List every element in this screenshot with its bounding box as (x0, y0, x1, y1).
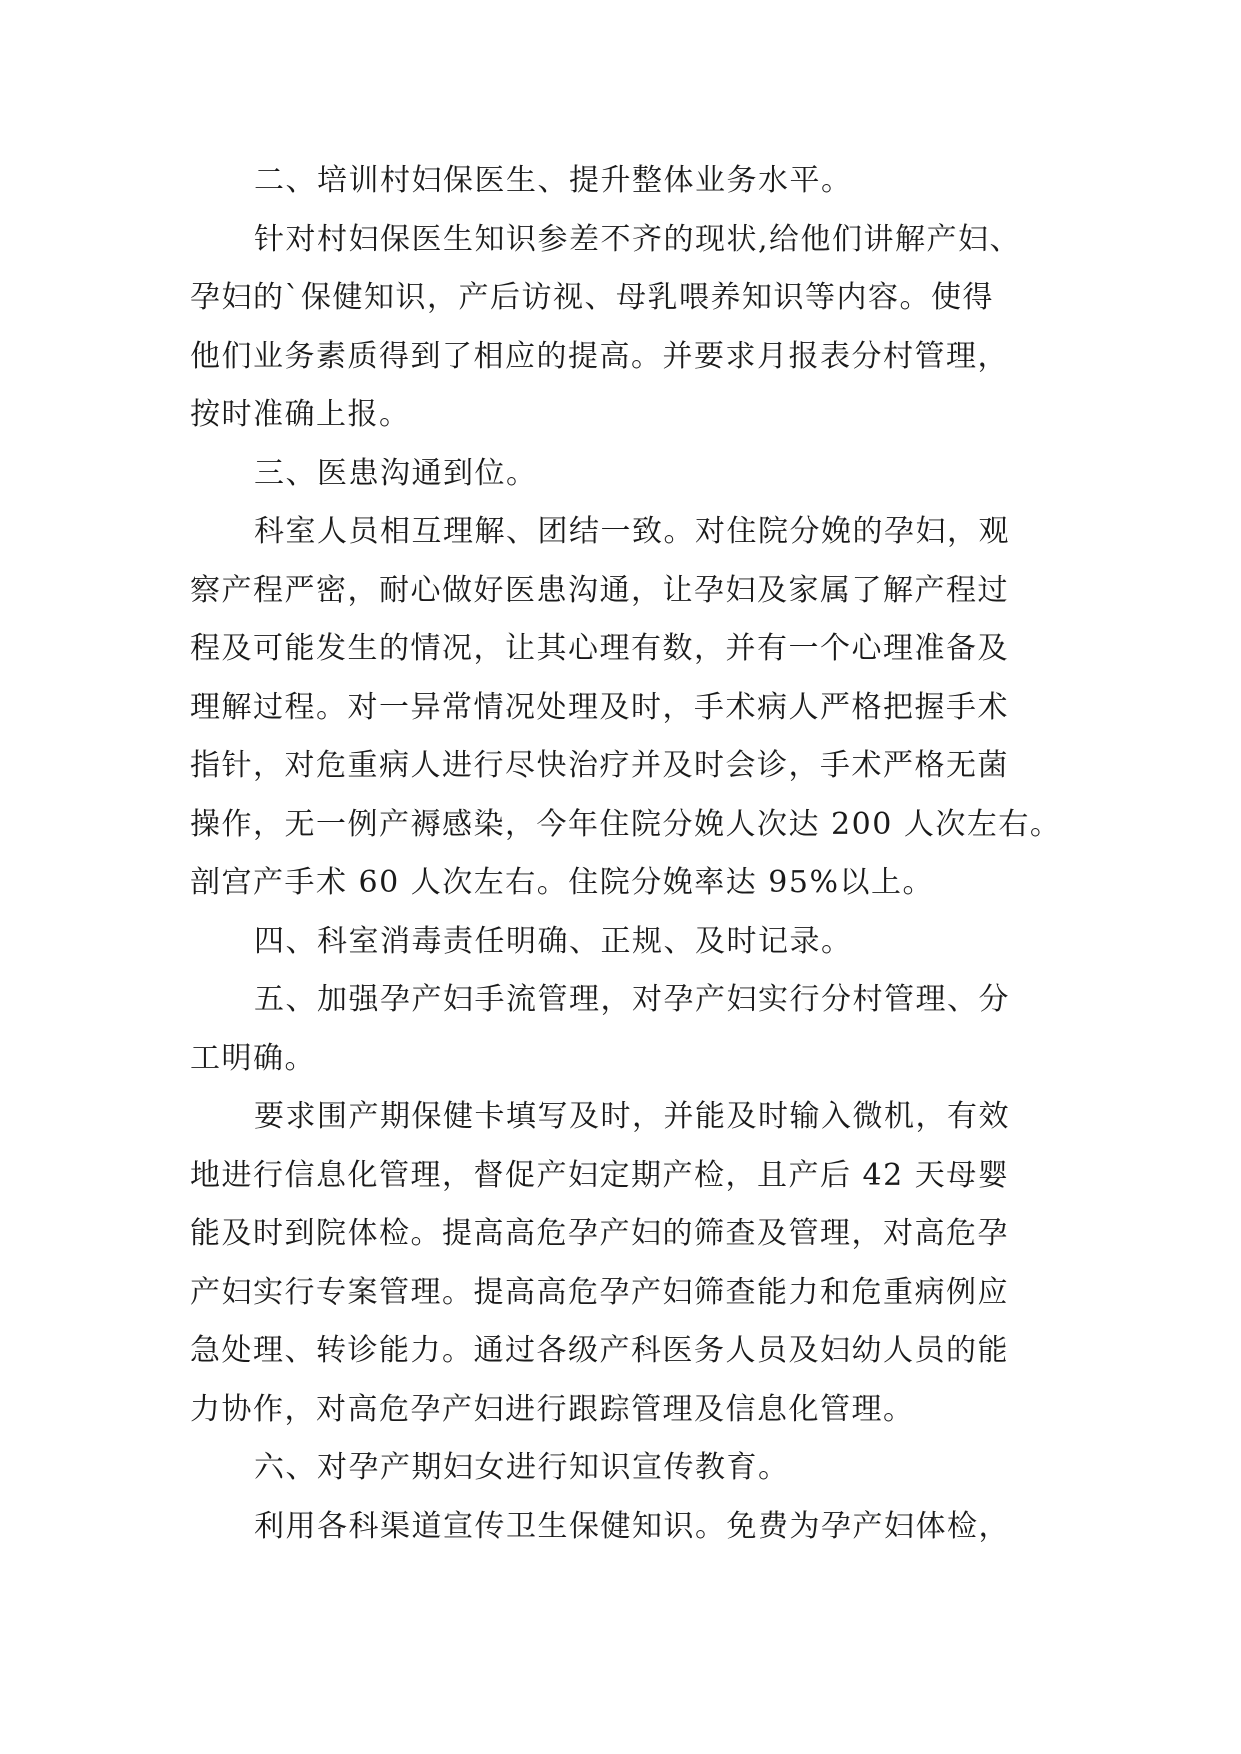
paragraph-first-line: 利用各科渠道宣传卫生保健知识。免费为孕产妇体检， (254, 1508, 1010, 1544)
paragraph-line: 能及时到院体检。提高高危孕产妇的筛查及管理，对高危孕 (190, 1216, 1009, 1251)
paragraph-first-line: 四、科室消毒责任明确、正规、及时记录。 (254, 923, 853, 959)
paragraph-line: 孕妇的`保健知识，产后访视、母乳喂养知识等内容。使得 (190, 280, 994, 315)
paragraph-line: 操作，无一例产褥感染，今年住院分娩人次达 200 人次左右。 (190, 806, 1062, 842)
paragraph-line: 指针，对危重病人进行尽快治疗并及时会诊，手术严格无菌 (190, 748, 1009, 783)
paragraph-first-line: 六、对孕产期妇女进行知识宣传教育。 (254, 1450, 790, 1485)
paragraph-line: 急处理、转诊能力。通过各级产科医务人员及妇幼人员的能 (190, 1333, 1009, 1368)
paragraph-line: 工明确。 (190, 1040, 316, 1076)
paragraph-first-line: 二、培训村妇保医生、提升整体业务水平。 (254, 163, 853, 198)
paragraph-line: 察产程严密，耐心做好医患沟通，让孕妇及家属了解产程过 (190, 572, 1009, 608)
paragraph-first-line: 针对村妇保医生知识参差不齐的现状,给他们讲解产妇、 (254, 221, 1022, 257)
paragraph-line: 剖宫产手术 60 人次左右。住院分娩率达 95%以上。 (190, 865, 934, 900)
paragraph-first-line: 科室人员相互理解、团结一致。对住院分娩的孕妇，观 (254, 514, 1010, 549)
paragraph-line: 他们业务素质得到了相应的提高。并要求月报表分村管理， (190, 338, 1009, 374)
paragraph-line: 按时准确上报。 (190, 397, 411, 432)
paragraph-first-line: 要求围产期保健卡填写及时，并能及时输入微机，有效 (254, 1099, 1010, 1134)
paragraph-line: 理解过程。对一异常情况处理及时，手术病人严格把握手术 (190, 689, 1009, 725)
paragraph-first-line: 五、加强孕产妇手流管理，对孕产妇实行分村管理、分 (254, 982, 1010, 1017)
document-body (190, 152, 1070, 1556)
paragraph-line: 产妇实行专案管理。提高高危孕产妇筛查能力和危重病例应 (190, 1274, 1009, 1310)
paragraph-first-line: 三、医患沟通到位。 (254, 455, 538, 491)
paragraph-line: 力协作，对高危孕产妇进行跟踪管理及信息化管理。 (190, 1391, 915, 1427)
paragraph-line: 程及可能发生的情况，让其心理有数，并有一个心理准备及 (190, 631, 1009, 666)
paragraph-line: 地进行信息化管理，督促产妇定期产检，且产后 42 天母婴 (190, 1157, 1010, 1193)
